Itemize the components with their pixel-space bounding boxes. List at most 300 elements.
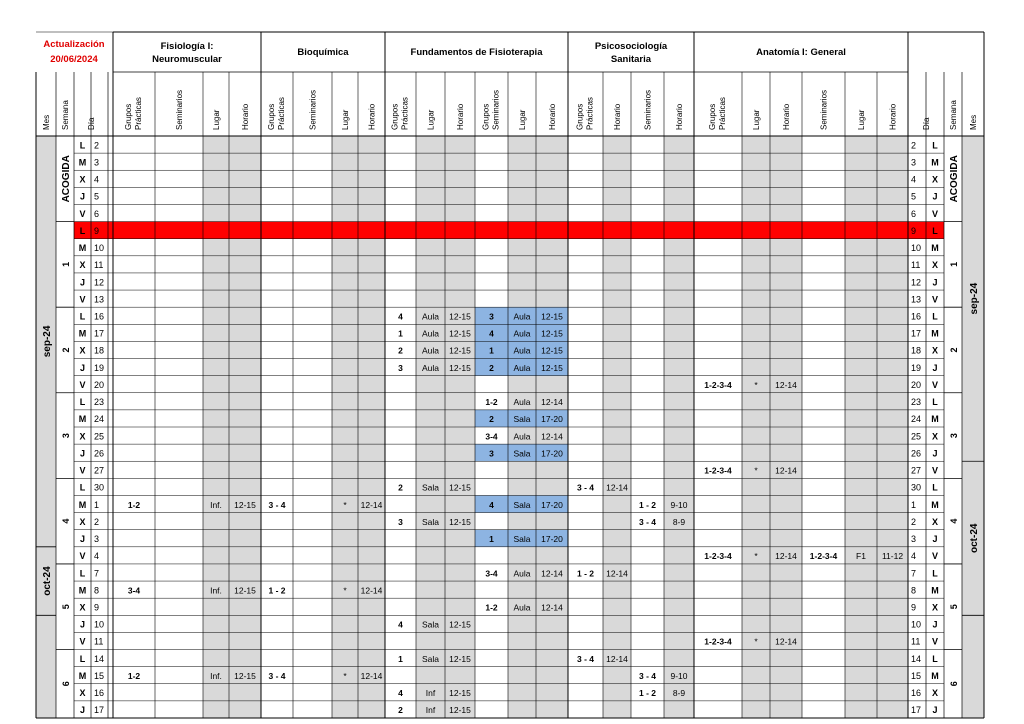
day-letter: L	[79, 311, 86, 322]
column-header: Horario	[888, 103, 898, 130]
column-header: Horario	[241, 103, 250, 130]
day-letter: X	[931, 431, 939, 442]
schedule-cell: *	[343, 670, 347, 681]
day-number: 1	[911, 499, 917, 510]
week-label: 1	[61, 261, 71, 267]
schedule-cell: Sala	[513, 534, 531, 545]
day-number: 10	[911, 619, 922, 630]
day-letter: J	[79, 705, 86, 716]
day-number: 2	[94, 140, 100, 151]
column-header: Seminarios	[175, 89, 184, 130]
day-letter: X	[79, 516, 86, 527]
schedule-cell: Inf.	[210, 585, 222, 596]
schedule-cell: Inf.	[210, 670, 222, 681]
column-header: Lugar	[857, 109, 866, 130]
day-letter: J	[932, 619, 938, 630]
day-number: 23	[94, 397, 105, 408]
day-letter: V	[79, 208, 86, 219]
column-header: Grupos	[708, 103, 717, 130]
schedule-cell: 3	[398, 516, 403, 527]
month-label: sep-24	[969, 282, 980, 315]
column-header: Semana	[949, 100, 958, 130]
day-number: 8	[911, 585, 917, 596]
schedule-cell: 12-14	[360, 499, 383, 510]
day-letter: J	[79, 277, 86, 288]
week-label: 4	[949, 518, 959, 524]
day-letter: J	[932, 277, 938, 288]
day-number: 7	[911, 568, 917, 579]
day-letter: M	[78, 328, 87, 339]
schedule-cell: 9-10	[670, 499, 688, 510]
column-header: Grupos	[575, 103, 585, 130]
day-number: 9	[94, 602, 100, 613]
schedule-cell: 3 - 4	[268, 499, 286, 510]
schedule-cell: Inf	[425, 688, 436, 699]
schedule-cell: 3 - 4	[638, 516, 657, 527]
schedule-cell: 1-2-3-4	[704, 379, 732, 390]
schedule-cell: 12-14	[541, 602, 563, 613]
day-letter: M	[78, 670, 87, 681]
day-number: 11	[911, 636, 921, 647]
schedule-cell: 1	[489, 534, 494, 545]
schedule-cell: Aula	[421, 345, 440, 356]
day-number: 10	[94, 619, 105, 630]
subject-title-fis: Neuromuscular	[152, 54, 222, 65]
schedule-cell: F1	[856, 551, 866, 562]
day-letter: L	[932, 397, 938, 408]
day-number: 16	[911, 311, 922, 322]
schedule-cell: 1-2-3-4	[704, 551, 732, 562]
schedule-cell: 12-15	[449, 482, 471, 493]
schedule-cell: Sala	[513, 448, 531, 459]
day-number: 2	[911, 516, 917, 527]
week-label: 1	[949, 261, 959, 267]
day-letter: V	[79, 551, 86, 562]
schedule-cell: Sala	[421, 516, 440, 527]
schedule-cell: 1 - 2	[268, 585, 286, 596]
schedule-cell: 3-4	[485, 431, 498, 442]
day-number: 18	[911, 345, 922, 356]
day-number: 27	[94, 465, 105, 476]
schedule-cell: 3-4	[127, 585, 141, 596]
day-number: 4	[94, 551, 100, 562]
day-letter: L	[932, 482, 938, 493]
schedule-cell: Aula	[513, 568, 531, 579]
schedule-cell: 1 - 2	[576, 568, 595, 579]
day-number: 16	[911, 688, 922, 699]
schedule-cell: 2	[489, 362, 494, 373]
day-letter: J	[932, 191, 938, 202]
schedule-cell: *	[343, 499, 347, 510]
day-letter: X	[931, 688, 939, 699]
schedule-cell: 12-14	[360, 670, 383, 681]
day-letter: V	[79, 636, 86, 647]
day-letter: X	[931, 174, 939, 185]
week-label: 5	[949, 604, 959, 610]
schedule-cell: 1-2-3-4	[704, 465, 732, 476]
day-number: 3	[94, 534, 100, 545]
schedule-cell: Aula	[421, 362, 440, 373]
schedule-cell: Aula	[421, 328, 440, 339]
day-letter: L	[932, 225, 938, 236]
column-header: Horario	[367, 103, 377, 130]
schedule-cell: 11-12	[881, 551, 904, 562]
schedule-cell: 12-14	[775, 465, 797, 476]
day-number: 8	[94, 585, 100, 596]
schedule-cell: 12-14	[775, 636, 797, 647]
column-header: Prácticas	[400, 97, 410, 130]
schedule-cell: Sala	[421, 619, 440, 630]
day-number: 30	[911, 482, 922, 493]
schedule-cell: Aula	[513, 345, 531, 356]
day-letter: L	[79, 225, 86, 236]
day-number: 16	[94, 688, 105, 699]
column-header: Semana	[61, 100, 70, 130]
week-label: ACOGIDA	[949, 155, 960, 203]
schedule-cell: 1 - 2	[638, 688, 657, 699]
schedule-cell: 12-15	[449, 311, 471, 322]
day-number: 23	[911, 397, 922, 408]
schedule-cell: 4	[398, 619, 403, 630]
schedule-cell: 2	[398, 345, 403, 356]
schedule-cell: Sala	[421, 482, 440, 493]
day-letter: L	[932, 311, 938, 322]
day-letter: M	[931, 585, 939, 596]
month-label: sep-24	[42, 325, 53, 358]
schedule-cell: 4	[398, 688, 403, 699]
day-letter: M	[931, 499, 939, 510]
day-letter: M	[78, 157, 87, 168]
day-number: 9	[911, 225, 917, 236]
day-number: 14	[94, 653, 105, 664]
day-letter: X	[931, 260, 939, 271]
subject-title-bio: Bioquímica	[297, 47, 349, 58]
schedule-cell: 17-20	[541, 414, 563, 425]
schedule-cell: 3 - 4	[268, 670, 286, 681]
schedule-cell: 3-4	[485, 568, 498, 579]
column-header: Grupos	[390, 103, 400, 130]
day-number: 4	[911, 551, 917, 562]
month-label: oct-24	[969, 523, 980, 553]
schedule-cell: 12-15	[541, 328, 563, 339]
schedule-cell: Aula	[513, 602, 531, 613]
gray-column	[962, 136, 984, 718]
column-header: Lugar	[426, 109, 436, 130]
day-number: 2	[911, 140, 917, 151]
day-letter: J	[932, 362, 938, 373]
column-header: Horario	[675, 103, 684, 130]
day-number: 15	[94, 670, 105, 681]
column-header: Lugar	[752, 109, 761, 130]
day-number: 3	[911, 534, 917, 545]
day-letter: X	[79, 602, 86, 613]
schedule-cell: 4	[489, 499, 494, 510]
schedule-cell: 12-15	[234, 585, 256, 596]
schedule-cell: 1	[398, 653, 403, 664]
column-header: Lugar	[212, 109, 221, 130]
day-number: 26	[94, 448, 105, 459]
schedule-cell: Aula	[513, 431, 531, 442]
day-number: 12	[911, 277, 922, 288]
day-number: 13	[911, 294, 922, 305]
day-letter: J	[79, 362, 86, 373]
column-header: Grupos	[267, 103, 276, 130]
column-header: Grupos	[481, 103, 491, 130]
schedule-cell: 12-14	[541, 397, 563, 408]
day-letter: M	[931, 414, 939, 425]
day-letter: X	[931, 345, 939, 356]
day-letter: X	[79, 174, 86, 185]
week-label: 4	[61, 518, 71, 524]
day-number: 15	[911, 670, 922, 681]
day-letter: X	[931, 516, 939, 527]
week-label: 5	[61, 604, 71, 610]
day-letter: L	[79, 397, 86, 408]
day-number: 26	[911, 448, 922, 459]
schedule-cell: Sala	[513, 414, 531, 425]
schedule-cell: Aula	[421, 311, 440, 322]
column-header: Lugar	[341, 109, 350, 130]
day-number: 19	[94, 362, 105, 373]
day-letter: J	[79, 534, 86, 545]
day-letter: V	[79, 294, 86, 305]
column-header: Seminarios	[819, 89, 829, 130]
schedule-cell: 8-9	[672, 516, 686, 527]
day-number: 11	[94, 260, 104, 271]
schedule-cell: 12-15	[541, 311, 563, 322]
day-letter: V	[931, 465, 939, 476]
day-number: 9	[94, 225, 100, 236]
schedule-cell: 12-14	[775, 551, 797, 562]
schedule-cell: 1-2	[485, 602, 498, 613]
day-number: 19	[911, 362, 922, 373]
schedule-cell: *	[754, 636, 758, 647]
week-label: 3	[61, 433, 71, 439]
schedule-cell: *	[754, 379, 758, 390]
day-number: 27	[911, 465, 922, 476]
schedule-cell: 17-20	[541, 534, 563, 545]
schedule-cell: 12-15	[541, 345, 563, 356]
schedule-cell: 12-14	[541, 568, 563, 579]
column-header: Seminarios	[491, 89, 501, 130]
day-letter: L	[932, 568, 938, 579]
schedule-cell: 9-10	[670, 670, 688, 681]
column-header: Día	[87, 117, 96, 130]
day-letter: L	[79, 140, 86, 151]
day-letter: M	[931, 670, 939, 681]
schedule-cell: 3	[489, 448, 494, 459]
schedule-cell: *	[754, 465, 758, 476]
day-letter: L	[932, 653, 938, 664]
schedule-cell: 12-15	[234, 670, 256, 681]
day-number: 12	[94, 277, 105, 288]
column-header: Prácticas	[277, 97, 286, 130]
day-number: 17	[911, 328, 922, 339]
day-letter: M	[78, 243, 87, 254]
day-number: 11	[94, 636, 104, 647]
day-letter: M	[931, 243, 939, 254]
day-number: 11	[911, 260, 921, 271]
day-number: 6	[94, 208, 100, 219]
day-number: 10	[94, 243, 105, 254]
column-header: Mes	[969, 114, 978, 130]
day-number: 6	[911, 208, 917, 219]
day-number: 9	[911, 602, 917, 613]
day-number: 25	[94, 431, 105, 442]
day-number: 4	[94, 174, 100, 185]
week-label: ACOGIDA	[61, 155, 72, 203]
day-letter: M	[78, 499, 87, 510]
day-letter: V	[79, 379, 86, 390]
day-letter: L	[79, 568, 86, 579]
day-letter: X	[79, 688, 86, 699]
schedule-cell: Aula	[513, 328, 531, 339]
day-number: 25	[911, 431, 922, 442]
schedule-cell: 12-14	[606, 482, 628, 493]
day-number: 7	[94, 568, 100, 579]
column-header: Prácticas	[718, 97, 727, 130]
day-number: 5	[911, 191, 917, 202]
day-letter: V	[79, 465, 86, 476]
schedule-cell: 1-2	[127, 670, 141, 681]
column-header: Seminarios	[643, 89, 653, 130]
schedule-cell: 4	[398, 311, 403, 322]
day-letter: V	[931, 636, 939, 647]
column-header: Horario	[456, 103, 465, 130]
day-number: 20	[94, 379, 105, 390]
day-letter: L	[79, 653, 86, 664]
schedule-cell: 12-14	[775, 379, 797, 390]
schedule-cell: 1 - 2	[638, 499, 657, 510]
day-number: 1	[94, 499, 100, 510]
day-number: 17	[94, 328, 105, 339]
day-letter: M	[931, 157, 939, 168]
schedule-cell: 3 - 4	[638, 670, 657, 681]
column-header: Horario	[613, 103, 622, 130]
day-letter: V	[931, 551, 939, 562]
day-letter: M	[78, 414, 87, 425]
column-header: Prácticas	[585, 97, 595, 130]
schedule-cell: 17-20	[541, 448, 563, 459]
subject-title-fis: Fisiología I:	[160, 41, 214, 52]
week-label: 6	[61, 681, 71, 687]
schedule-cell: 12-14	[360, 585, 383, 596]
schedule-cell: Aula	[513, 311, 531, 322]
month-label: oct-24	[42, 566, 53, 596]
update-date: 20/06/2024	[50, 54, 98, 65]
schedule-cell: 12-15	[449, 345, 471, 356]
schedule-cell: 12-14	[606, 568, 628, 579]
schedule-cell: 2	[489, 414, 494, 425]
column-header: Seminarios	[308, 89, 318, 130]
week-label: 6	[949, 681, 959, 687]
schedule-cell: Sala	[421, 653, 440, 664]
schedule-cell: 1-2	[485, 397, 498, 408]
day-letter: J	[79, 448, 86, 459]
schedule-cell: Aula	[513, 397, 531, 408]
schedule-cell: 12-15	[449, 362, 471, 373]
day-number: 24	[94, 414, 105, 425]
schedule-cell: 3 - 4	[576, 482, 595, 493]
week-label: 2	[949, 347, 959, 353]
day-number: 5	[94, 191, 100, 202]
day-letter: X	[931, 602, 939, 613]
schedule-cell: *	[754, 551, 758, 562]
column-header: Horario	[782, 103, 791, 130]
subject-title-psi: Psicosociología	[594, 41, 668, 52]
day-letter: X	[79, 345, 86, 356]
day-number: 20	[911, 379, 922, 390]
day-number: 14	[911, 653, 922, 664]
schedule-cell: Inf	[425, 705, 436, 716]
day-letter: L	[79, 482, 86, 493]
day-letter: J	[932, 448, 938, 459]
schedule-cell: 17-20	[541, 499, 563, 510]
schedule-cell: 12-15	[449, 619, 471, 630]
column-header: Horario	[548, 103, 557, 130]
column-header: Lugar	[518, 109, 527, 130]
week-label: 3	[949, 433, 959, 439]
schedule-cell: 12-15	[449, 516, 471, 527]
holiday-row	[74, 222, 944, 239]
day-letter: V	[931, 379, 939, 390]
column-header: Prácticas	[134, 97, 143, 130]
schedule-cell: 12-15	[449, 688, 471, 699]
day-number: 30	[94, 482, 105, 493]
day-letter: V	[931, 208, 939, 219]
subject-title-psi: Sanitaria	[610, 54, 652, 65]
day-letter: L	[932, 140, 938, 151]
schedule-cell: Inf.	[210, 499, 222, 510]
day-number: 4	[911, 174, 917, 185]
day-number: 17	[911, 705, 922, 716]
day-number: 17	[94, 705, 105, 716]
schedule-cell: 3	[398, 362, 403, 373]
schedule-cell: 3 - 4	[576, 653, 595, 664]
day-number: 2	[94, 516, 100, 527]
schedule-cell: 1-2-3-4	[809, 551, 838, 562]
schedule-cell: 1-2	[127, 499, 141, 510]
schedule-cell: 2	[398, 482, 403, 493]
subject-title-fund: Fundamentos de Fisioterapia	[410, 47, 543, 58]
column-header: Día	[922, 117, 931, 130]
schedule-cell: 12-15	[449, 653, 471, 664]
schedule-cell: 1	[398, 328, 403, 339]
schedule-cell: 12-15	[449, 705, 471, 716]
day-number: 10	[911, 243, 922, 254]
schedule-cell: Sala	[513, 499, 531, 510]
schedule-cell: 12-15	[449, 328, 471, 339]
schedule-cell: 8-9	[672, 688, 686, 699]
day-letter: J	[79, 191, 86, 202]
schedule-cell: 12-14	[606, 653, 628, 664]
schedule-cell: 12-14	[541, 431, 563, 442]
schedule-cell: Aula	[513, 362, 531, 373]
day-number: 3	[94, 157, 100, 168]
day-letter: M	[78, 585, 87, 596]
day-number: 18	[94, 345, 105, 356]
schedule-cell: 4	[489, 328, 494, 339]
day-number: 13	[94, 294, 105, 305]
schedule-cell: 12-15	[541, 362, 563, 373]
column-header: Grupos	[124, 103, 133, 130]
week-label: 2	[61, 347, 71, 353]
day-letter: J	[79, 619, 86, 630]
update-label: Actualización	[43, 39, 105, 50]
day-letter: V	[931, 294, 939, 305]
day-letter: J	[932, 534, 938, 545]
day-number: 24	[911, 414, 922, 425]
